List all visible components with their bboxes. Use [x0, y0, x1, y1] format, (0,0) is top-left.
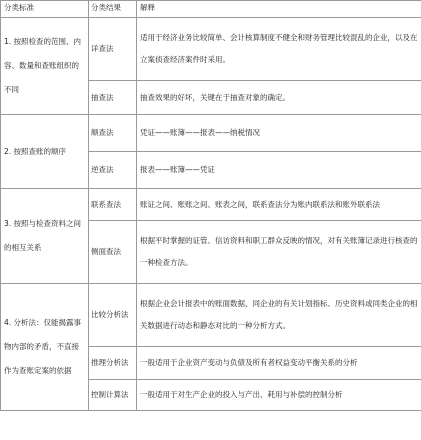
explanation-cell: 根据平时掌握的证管、信访资料和职工群众反映的情况，对有关账簿记录进行核查的一种检查方法。	[137, 221, 421, 284]
method-cell: 侧面查法	[89, 221, 137, 284]
explanation-cell: 一般适用于企业资产变动与负债及所有者权益变动平衡关系的分析	[137, 347, 421, 380]
basis-cell: 1. 按照检查的范围、内容、数量和查账组织的不同	[1, 18, 89, 115]
explanation-cell: 凭证——账簿——报表——纳税情况	[137, 115, 421, 152]
method-cell: 推理分析法	[89, 347, 137, 380]
explanation-cell: 一般适用于对生产企业的投入与产出、耗用与补偿的控制分析	[137, 380, 421, 411]
explanation-cell: 抽查效果的好坏，关键在于抽查对象的确定。	[137, 81, 421, 115]
method-cell: 抽查法	[89, 81, 137, 115]
header-row	[1, 1, 421, 18]
explanation-cell: 账证之间、账账之间、账表之间，联系查法分为账内联系法和账外联系法	[137, 189, 421, 221]
method-cell: 逆查法	[89, 152, 137, 189]
method-cell: 联系查法	[89, 189, 137, 221]
basis-cell: 2. 按照查账的顺序	[1, 115, 89, 189]
method-cell: 控制计算法	[89, 380, 137, 411]
method-cell: 详查法	[89, 18, 137, 81]
table-row	[1, 284, 421, 347]
basis-cell: 3. 按照与检查资料之间的相互关系	[1, 189, 89, 284]
header-basis: 分类标准	[1, 1, 89, 18]
method-cell: 比较分析法	[89, 284, 137, 347]
table-row	[1, 189, 421, 221]
table-row	[1, 18, 421, 81]
header-explanation: 解释	[137, 1, 421, 18]
method-cell: 顺查法	[89, 115, 137, 152]
basis-cell: 4. 分析法：仅能揭露事物内部的矛盾，不直接作为查账定案的依据	[1, 284, 89, 411]
explanation-cell: 报表——账簿——凭证	[137, 152, 421, 189]
explanation-cell: 根据企业会计报表中的账面数据，同企业的有关计划指标、历史资料或同类企业的相关数据进行动态和静态对比的一种分析方式。	[137, 284, 421, 347]
explanation-cell: 适用于经济业务比较简单、会计核算制度不健全和财务管理比较混乱的企业，以及在立案侦查经济案件时采用。	[137, 18, 421, 81]
table-row	[1, 115, 421, 152]
header-method: 分类结果	[89, 1, 137, 18]
